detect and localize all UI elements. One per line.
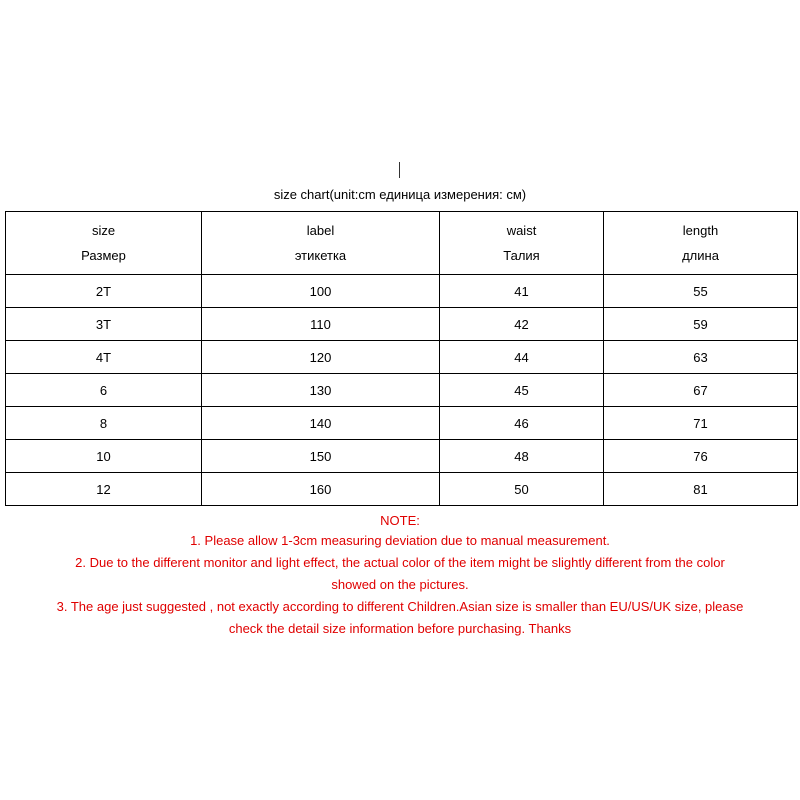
cell-waist: 42 (440, 308, 604, 341)
table-row (6, 341, 798, 374)
notes-section (0, 512, 800, 640)
header-waist-ru: Талия (503, 248, 540, 263)
cell-length: 71 (604, 407, 798, 440)
cell-waist: 50 (440, 473, 604, 506)
note-3 (0, 596, 800, 640)
note-2 (0, 552, 800, 596)
cell-length: 76 (604, 440, 798, 473)
cell-size: 8 (6, 407, 202, 440)
note-2-line-2: showed on the pictures. (331, 577, 469, 592)
cell-size: 10 (6, 440, 202, 473)
note-1: 1. Please allow 1-3cm measuring deviation due to manual measurement. (190, 533, 610, 548)
table-row (6, 374, 798, 407)
cell-length: 63 (604, 341, 798, 374)
header-waist-en: waist (506, 223, 537, 238)
cell-label: 100 (202, 275, 440, 308)
header-label (202, 212, 440, 275)
table-row (6, 308, 798, 341)
table-row (6, 440, 798, 473)
cell-length: 59 (604, 308, 798, 341)
note-2-line-1: 2. Due to the different monitor and light effect, the actual color of the item might be slightly different from the color (75, 555, 725, 570)
header-length-ru: длина (682, 248, 719, 263)
table-row (6, 473, 798, 506)
cell-label: 130 (202, 374, 440, 407)
note-3-line-2: check the detail size information before purchasing. Thanks (228, 621, 572, 636)
table-row (6, 407, 798, 440)
cell-waist: 48 (440, 440, 604, 473)
size-table (5, 211, 798, 506)
header-label-en: label (306, 223, 335, 238)
cell-waist: 45 (440, 374, 604, 407)
cell-label: 140 (202, 407, 440, 440)
text-cursor-mark (399, 162, 400, 178)
header-length (604, 212, 798, 275)
cell-size: 12 (6, 473, 202, 506)
note-3-line-1: 3. The age just suggested , not exactly according to different Children.Asian size is smaller than EU/US/UK size, please (56, 599, 744, 614)
header-size (6, 212, 202, 275)
header-waist (440, 212, 604, 275)
header-length-en: length (682, 223, 719, 238)
header-size-ru: Размер (81, 248, 126, 263)
cell-waist: 44 (440, 341, 604, 374)
cell-length: 67 (604, 374, 798, 407)
cell-label: 110 (202, 308, 440, 341)
cell-size: 6 (6, 374, 202, 407)
table-header-row (6, 212, 798, 275)
cell-size: 3T (6, 308, 202, 341)
cell-label: 160 (202, 473, 440, 506)
cell-size: 2T (6, 275, 202, 308)
size-chart-title: size chart(unit:cm единица измерения: см) (273, 187, 527, 202)
cell-length: 81 (604, 473, 798, 506)
note-heading: NOTE: (380, 513, 420, 528)
header-size-en: size (91, 223, 116, 238)
cell-label: 150 (202, 440, 440, 473)
cell-waist: 46 (440, 407, 604, 440)
header-label-ru: этикетка (294, 248, 347, 263)
cell-waist: 41 (440, 275, 604, 308)
cell-length: 55 (604, 275, 798, 308)
table-row (6, 275, 798, 308)
cell-size: 4T (6, 341, 202, 374)
cell-label: 120 (202, 341, 440, 374)
